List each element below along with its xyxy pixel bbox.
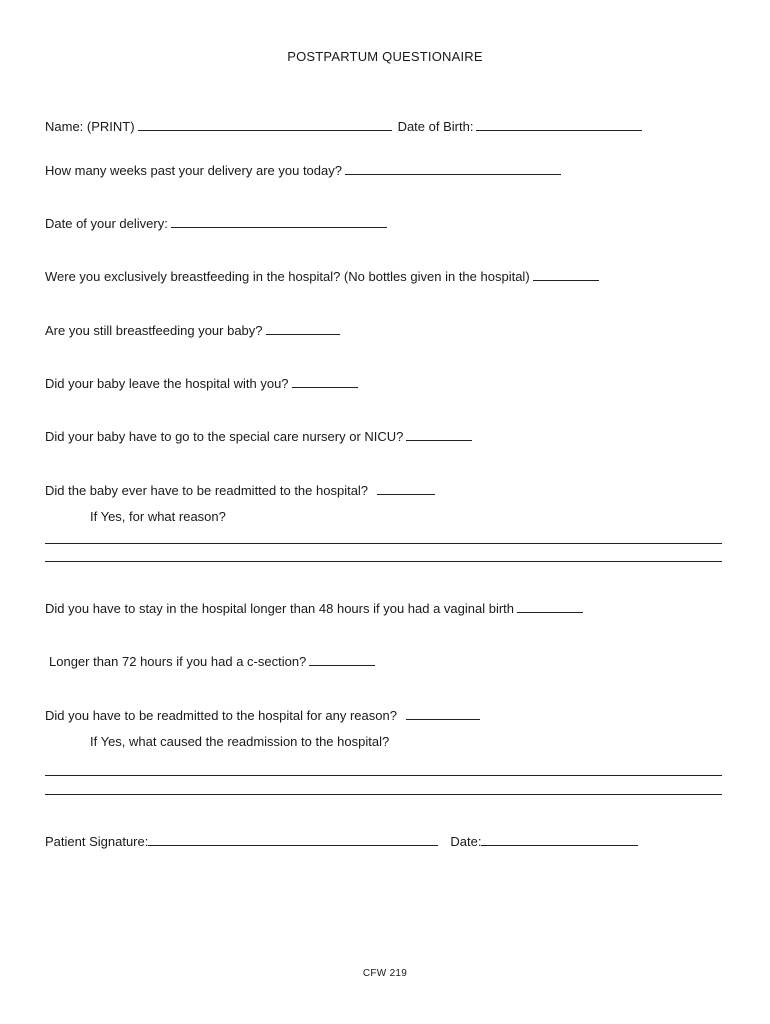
mother-readmit-reason-line-2[interactable] — [45, 794, 722, 795]
date-label: Date: — [450, 834, 482, 849]
baby-readmit-reason-row — [90, 509, 226, 525]
weeks-row — [45, 162, 561, 179]
baby-left-question: Did your baby leave the hospital with you? — [45, 376, 289, 391]
baby-left-row — [45, 375, 358, 392]
delivery-date-field[interactable] — [171, 215, 387, 228]
baby-readmit-reason-line-1[interactable] — [45, 543, 722, 544]
exclusive-bf-field[interactable] — [533, 268, 599, 281]
still-bf-question: Are you still breastfeeding your baby? — [45, 323, 263, 338]
baby-readmit-question: Did the baby ever have to be readmitted to the hospital? — [45, 483, 369, 498]
date-field[interactable] — [481, 833, 638, 846]
baby-readmit-reason-label: If Yes, for what reason? — [90, 509, 226, 524]
stay-72-row — [49, 653, 375, 670]
weeks-question: How many weeks past your delivery are you today? — [45, 163, 342, 178]
mother-readmit-row — [45, 707, 480, 724]
stay-72-field[interactable] — [309, 653, 375, 666]
signature-row — [45, 833, 638, 850]
nicu-field[interactable] — [406, 428, 472, 441]
stay-48-question: Did you have to stay in the hospital longer than 48 hours if you had a vaginal birth — [45, 601, 515, 616]
mother-readmit-field[interactable] — [406, 707, 480, 720]
stay-48-field[interactable] — [517, 600, 583, 613]
still-bf-field[interactable] — [266, 322, 340, 335]
baby-readmit-reason-line-2[interactable] — [45, 561, 722, 562]
nicu-question: Did your baby have to go to the special care nursery or NICU? — [45, 429, 404, 444]
name-label: Name: (PRINT) — [45, 119, 135, 134]
still-bf-row — [45, 322, 340, 339]
delivery-date-label: Date of your delivery: — [45, 216, 168, 231]
form-title: POSTPARTUM QUESTIONAIRE — [287, 49, 483, 64]
signature-label: Patient Signature: — [45, 834, 149, 849]
stay-48-row — [45, 600, 583, 617]
nicu-row — [45, 428, 472, 445]
exclusive-bf-question: Were you exclusively breastfeeding in the hospital? (No bottles given in the hospital) — [45, 269, 530, 284]
baby-left-field[interactable] — [292, 375, 358, 388]
mother-readmit-question: Did you have to be readmitted to the hospital for any reason? — [45, 708, 397, 723]
delivery-date-row — [45, 215, 387, 232]
mother-readmit-reason-line-1[interactable] — [45, 775, 722, 776]
baby-readmit-row — [45, 482, 435, 499]
dob-label: Date of Birth: — [397, 119, 474, 134]
mother-readmit-reason-row — [90, 734, 389, 750]
exclusive-bf-row — [45, 268, 599, 285]
stay-72-question: Longer than 72 hours if you had a c-section? — [49, 654, 307, 669]
baby-readmit-field[interactable] — [377, 482, 435, 495]
weeks-field[interactable] — [345, 162, 561, 175]
mother-readmit-reason-label: If Yes, what caused the readmission to the hospital? — [90, 734, 390, 749]
signature-field[interactable] — [148, 833, 438, 846]
dob-field[interactable] — [476, 118, 642, 131]
form-code: CFW 219 — [362, 968, 408, 979]
name-field[interactable] — [138, 118, 392, 131]
name-dob-row — [45, 118, 642, 135]
